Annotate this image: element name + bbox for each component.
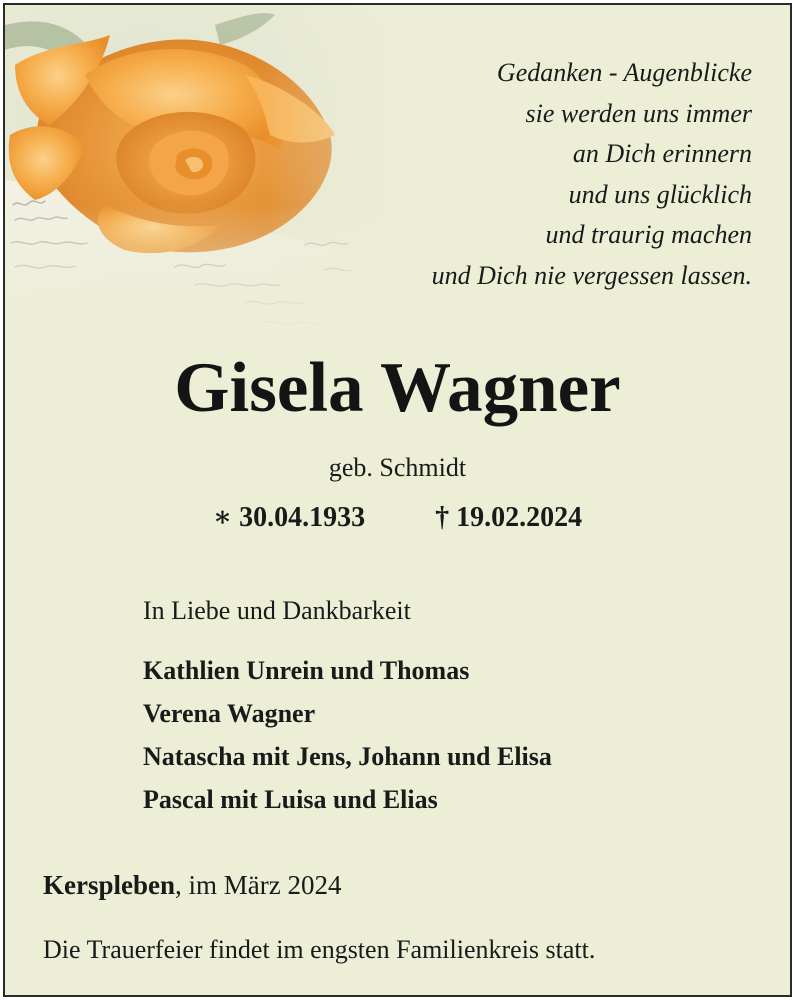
deceased-name: Gisela Wagner [174,349,621,427]
maiden-name: geb. Schmidt [328,453,467,482]
mourner-line: Pascal mit Luisa und Elias [143,785,438,814]
mourner-line: Kathlien Unrein und Thomas [143,656,470,685]
death-cross-icon: † [435,502,450,533]
place-and-date [43,868,341,902]
date-text: , im März 2024 [175,870,342,900]
mourner-line: Verena Wagner [143,699,316,728]
poem-line: sie werden uns immer [525,98,752,128]
obituary-card [3,3,792,997]
memorial-poem [432,53,752,297]
death-date: 19.02.2024 [456,502,583,533]
birth-date: 30.04.1933 [239,502,366,533]
birth-star-icon: ∗ [212,502,233,533]
mourners-list [143,649,552,821]
poem-line: an Dich erinnern [572,139,752,169]
poem-line: Gedanken - Augenblicke [496,58,752,87]
mourners-intro: In Liebe und Dankbarkeit [143,596,411,625]
poem-line: und uns glücklich [568,179,752,209]
rose-on-letter-image [5,5,475,335]
life-dates [5,500,790,536]
poem-line: und Dich nie vergessen lassen. [431,260,752,290]
funeral-notice: Die Trauerfeier findet im engsten Familienkreis statt. [43,935,596,964]
poem-line: und traurig machen [545,220,752,250]
mourner-line: Natascha mit Jens, Johann und Elisa [143,742,552,771]
place-name: Kerspleben [43,870,175,900]
